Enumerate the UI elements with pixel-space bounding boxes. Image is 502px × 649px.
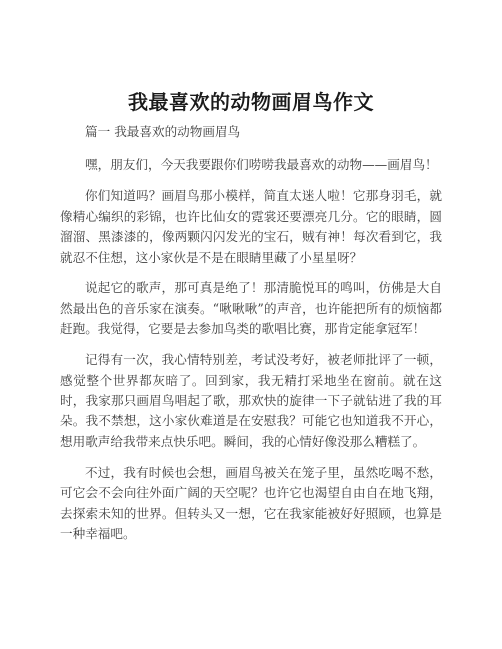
paragraph-4: 记得有一次，我心情特别差，考试没考好，被老师批评了一顿，感觉整个世界都灰暗了。回到家，我无精打采地坐在窗前。就在这时，我家那只画眉鸟唱起了歌，那欢快的旋律一下子就钻进了我的耳朵。我不禁想，这小家伙难道是在安慰我？可能它也知道我不开心，想用歌声给我带来点快乐吧。瞬间，我的心情好像没那么糟糕了。 xyxy=(60,352,442,449)
document-title: 我最喜欢的动物画眉鸟作文 xyxy=(128,90,374,114)
document-body xyxy=(60,122,442,555)
paragraph-3: 说起它的歌声，那可真是绝了！那清脆悦耳的鸣叫，仿佛是大自然最出色的音乐家在演奏。“啾啾啾”的声音，也许能把所有的烦恼都赶跑。我觉得，它要是去参加鸟类的歌唱比赛，那肯定能拿冠军！ xyxy=(60,280,442,337)
paragraph-1: 嘿，朋友们，今天我要跟你们唠唠我最喜欢的动物——画眉鸟！ xyxy=(85,157,438,173)
paragraph-5: 不过，我有时候也会想，画眉鸟被关在笼子里，虽然吃喝不愁，可它会不会向往外面广阔的天空呢？也许它也渴望自由自在地飞翔，去探索未知的世界。但转头又一想，它在我家能被好好照顾，也算是一种幸福吧。 xyxy=(60,464,442,541)
section-heading: 篇一 我最喜欢的动物画眉鸟 xyxy=(85,124,241,139)
paragraph-2: 你们知道吗？画眉鸟那小模样，简直太迷人啦！它那身羽毛，就像精心编织的彩锦，也许比仙女的霓裳还要漂亮几分。它的眼睛，圆溜溜、黑漆漆的，像两颗闪闪发光的宝石，贼有神！每次看到它，我就忍不住想，这小家伙是不是在眼睛里藏了小星星呀？ xyxy=(60,188,442,265)
